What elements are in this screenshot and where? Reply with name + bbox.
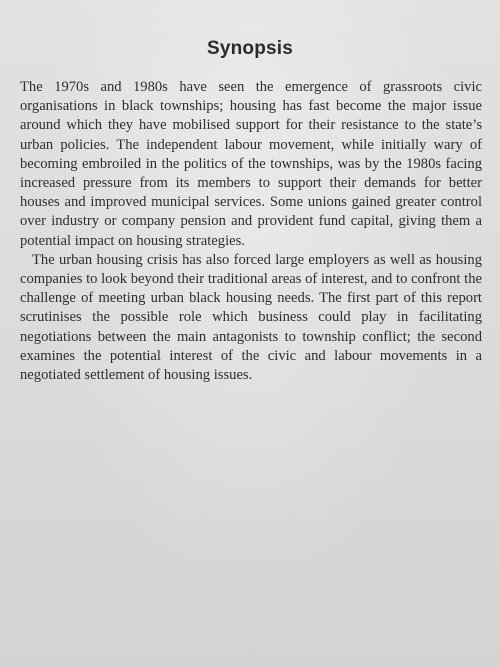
page-title: Synopsis bbox=[206, 38, 294, 59]
paragraph-1: The 1970s and 1980s have seen the emergence of grassroots civic organisations in black townships; housing has fast become the major issue around which they have mobilised support for their resistance to the state’s urban policies. The independent labour movement, while initially wary of becoming embroiled in the politics of the townships, was by the 1980s facing increased pressure from its members to support their demands for better houses and improved municipal services. Some unions gained greater control over industry or company pension and provident fund capital, giving them a potential impact on housing strategies. bbox=[20, 79, 482, 249]
paragraph-2: The urban housing crisis has also forced large employers as well as housing companies to look beyond their traditional areas of interest, and to confront the challenge of meeting urban black housing needs. The first part of this report scrutinises the possible role which business could play in facilitating negotiations between the main antagonists to township conflict; the second examines the potential interest of the civic and labour movements in a negotiated settlement of housing issues. bbox=[20, 251, 482, 384]
synopsis-body bbox=[20, 78, 482, 385]
